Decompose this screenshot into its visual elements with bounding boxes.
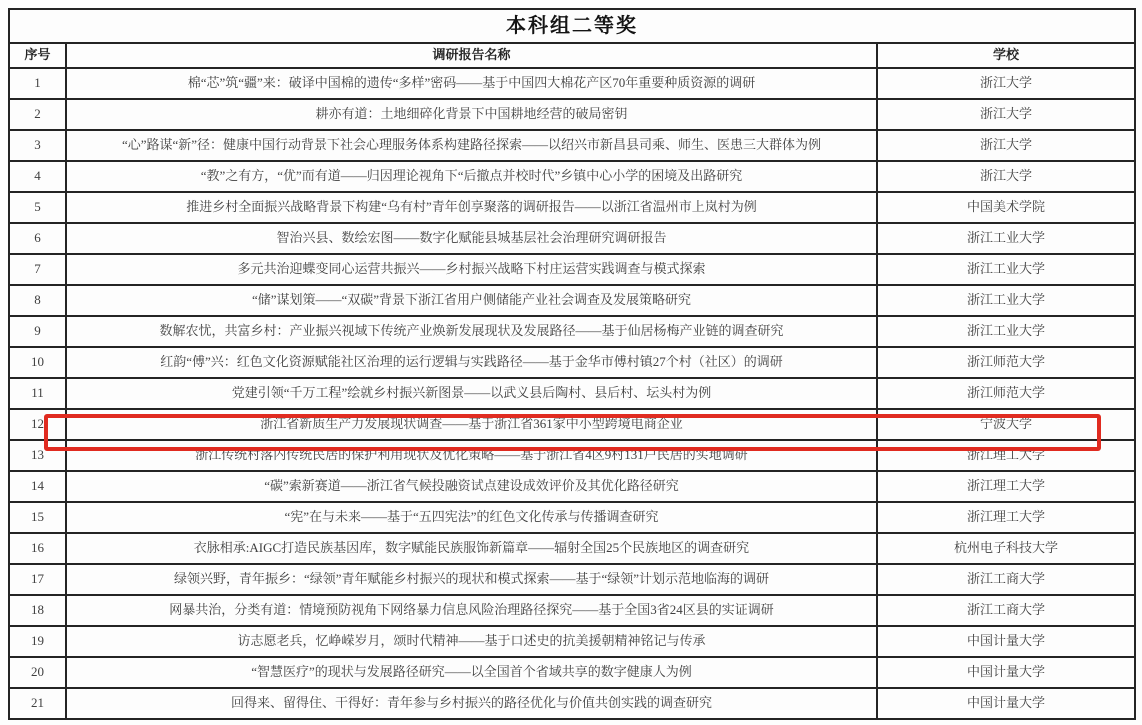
row-number-cell: 10 (9, 347, 66, 378)
row-number-cell: 18 (9, 595, 66, 626)
table-row (9, 657, 1135, 688)
report-name-cell: “宪”在与未来——基于“五四宪法”的红色文化传承与传播调查研究 (66, 502, 877, 533)
row-number-cell: 5 (9, 192, 66, 223)
table-row (9, 595, 1135, 626)
school-cell: 浙江大学 (877, 99, 1135, 130)
school-cell: 浙江工业大学 (877, 316, 1135, 347)
report-name-cell: 推进乡村全面振兴战略背景下构建“乌有村”青年创享聚落的调研报告——以浙江省温州市上岚村为例 (66, 192, 877, 223)
school-cell: 浙江工商大学 (877, 564, 1135, 595)
table-header-row (9, 43, 1135, 68)
table-row (9, 254, 1135, 285)
table-row (9, 564, 1135, 595)
school-cell: 浙江大学 (877, 161, 1135, 192)
row-number-cell: 21 (9, 688, 66, 719)
report-name-cell: 红韵“傅”兴：红色文化资源赋能社区治理的运行逻辑与实践路径——基于金华市傅村镇27个村（社区）的调研 (66, 347, 877, 378)
school-cell: 浙江工业大学 (877, 254, 1135, 285)
school-cell: 杭州电子科技大学 (877, 533, 1135, 564)
report-name-cell: 多元共治迎蝶变同心运营共振兴——乡村振兴战略下村庄运营实践调查与模式探索 (66, 254, 877, 285)
report-name-cell: 智治兴县、数绘宏图——数字化赋能县城基层社会治理研究调研报告 (66, 223, 877, 254)
school-cell: 中国计量大学 (877, 688, 1135, 719)
highlighted-row (9, 409, 1135, 440)
row-number-cell: 12 (9, 409, 66, 440)
column-header-no: 序号 (9, 43, 66, 68)
table-row (9, 192, 1135, 223)
column-header-report: 调研报告名称 (66, 43, 877, 68)
report-name-cell: 网暴共治，分类有道：情境预防视角下网络暴力信息风险治理路径探究——基于全国3省24区县的实证调研 (66, 595, 877, 626)
report-name-cell: “心”路谋“新”径：健康中国行动背景下社会心理服务体系构建路径探索——以绍兴市新昌县司乘、师生、医患三大群体为例 (66, 130, 877, 161)
row-number-cell: 20 (9, 657, 66, 688)
row-number-cell: 7 (9, 254, 66, 285)
page-title: 本科组二等奖 (9, 9, 1135, 43)
row-number-cell: 14 (9, 471, 66, 502)
table-row (9, 502, 1135, 533)
table-body (9, 68, 1135, 719)
table-row (9, 285, 1135, 316)
table-row (9, 130, 1135, 161)
row-number-cell: 17 (9, 564, 66, 595)
report-name-cell: 浙江省新质生产力发展现状调查——基于浙江省361家中小型跨境电商企业 (66, 409, 877, 440)
table-row (9, 471, 1135, 502)
school-cell: 浙江理工大学 (877, 471, 1135, 502)
row-number-cell: 19 (9, 626, 66, 657)
table-row (9, 533, 1135, 564)
school-cell: 浙江工业大学 (877, 285, 1135, 316)
report-name-cell: “碳”索新赛道——浙江省气候投融资试点建设成效评价及其优化路径研究 (66, 471, 877, 502)
table-row (9, 440, 1135, 471)
table-row (9, 223, 1135, 254)
row-number-cell: 15 (9, 502, 66, 533)
report-name-cell: 绿领兴野，青年振乡：“绿领”青年赋能乡村振兴的现状和模式探索——基于“绿领”计划示范地临海的调研 (66, 564, 877, 595)
row-number-cell: 2 (9, 99, 66, 130)
school-cell: 中国美术学院 (877, 192, 1135, 223)
table-row (9, 378, 1135, 409)
report-name-cell: 衣脉相承:AIGC打造民族基因库，数字赋能民族服饰新篇章——辐射全国25个民族地区的调查研究 (66, 533, 877, 564)
report-name-cell: 党建引领“千万工程”绘就乡村振兴新图景——以武义县后陶村、县后村、坛头村为例 (66, 378, 877, 409)
table-row (9, 688, 1135, 719)
table-row (9, 161, 1135, 192)
table-row (9, 68, 1135, 99)
report-name-cell: 浙江传统村落内传统民居的保护利用现状及优化策略——基于浙江省4区9村131户民居的实地调研 (66, 440, 877, 471)
report-name-cell: 耕亦有道：土地细碎化背景下中国耕地经营的破局密钥 (66, 99, 877, 130)
row-number-cell: 3 (9, 130, 66, 161)
row-number-cell: 4 (9, 161, 66, 192)
award-table-page (0, 8, 1142, 725)
school-cell: 浙江工业大学 (877, 223, 1135, 254)
report-name-cell: “教”之有方，“优”而有道——归因理论视角下“后撤点并校时代”乡镇中心小学的困境及出路研究 (66, 161, 877, 192)
row-number-cell: 8 (9, 285, 66, 316)
school-cell: 浙江大学 (877, 130, 1135, 161)
row-number-cell: 13 (9, 440, 66, 471)
report-name-cell: 访志愿老兵，忆峥嵘岁月，颂时代精神——基于口述史的抗美援朝精神铭记与传承 (66, 626, 877, 657)
school-cell: 中国计量大学 (877, 626, 1135, 657)
row-number-cell: 6 (9, 223, 66, 254)
table-row (9, 347, 1135, 378)
school-cell: 浙江理工大学 (877, 502, 1135, 533)
school-cell: 中国计量大学 (877, 657, 1135, 688)
row-number-cell: 11 (9, 378, 66, 409)
school-cell: 浙江师范大学 (877, 378, 1135, 409)
school-cell: 浙江工商大学 (877, 595, 1135, 626)
table-row (9, 316, 1135, 347)
school-cell: 浙江大学 (877, 68, 1135, 99)
report-name-cell: 数解农忧，共富乡村：产业振兴视域下传统产业焕新发展现状及发展路径——基于仙居杨梅产业链的调查研究 (66, 316, 877, 347)
report-name-cell: 棉“芯”筑“疆”来：破译中国棉的遗传“多样”密码——基于中国四大棉花产区70年重要种质资源的调研 (66, 68, 877, 99)
school-cell: 宁波大学 (877, 409, 1135, 440)
award-table (8, 8, 1136, 720)
row-number-cell: 1 (9, 68, 66, 99)
table-row (9, 626, 1135, 657)
report-name-cell: “储”谋划策——“双碳”背景下浙江省用户侧储能产业社会调查及发展策略研究 (66, 285, 877, 316)
column-header-school: 学校 (877, 43, 1135, 68)
report-name-cell: 回得来、留得住、干得好：青年参与乡村振兴的路径优化与价值共创实践的调查研究 (66, 688, 877, 719)
table-title-row (9, 9, 1135, 43)
school-cell: 浙江理工大学 (877, 440, 1135, 471)
school-cell: 浙江师范大学 (877, 347, 1135, 378)
table-row (9, 99, 1135, 130)
row-number-cell: 9 (9, 316, 66, 347)
report-name-cell: “智慧医疗”的现状与发展路径研究——以全国首个省域共享的数字健康人为例 (66, 657, 877, 688)
row-number-cell: 16 (9, 533, 66, 564)
